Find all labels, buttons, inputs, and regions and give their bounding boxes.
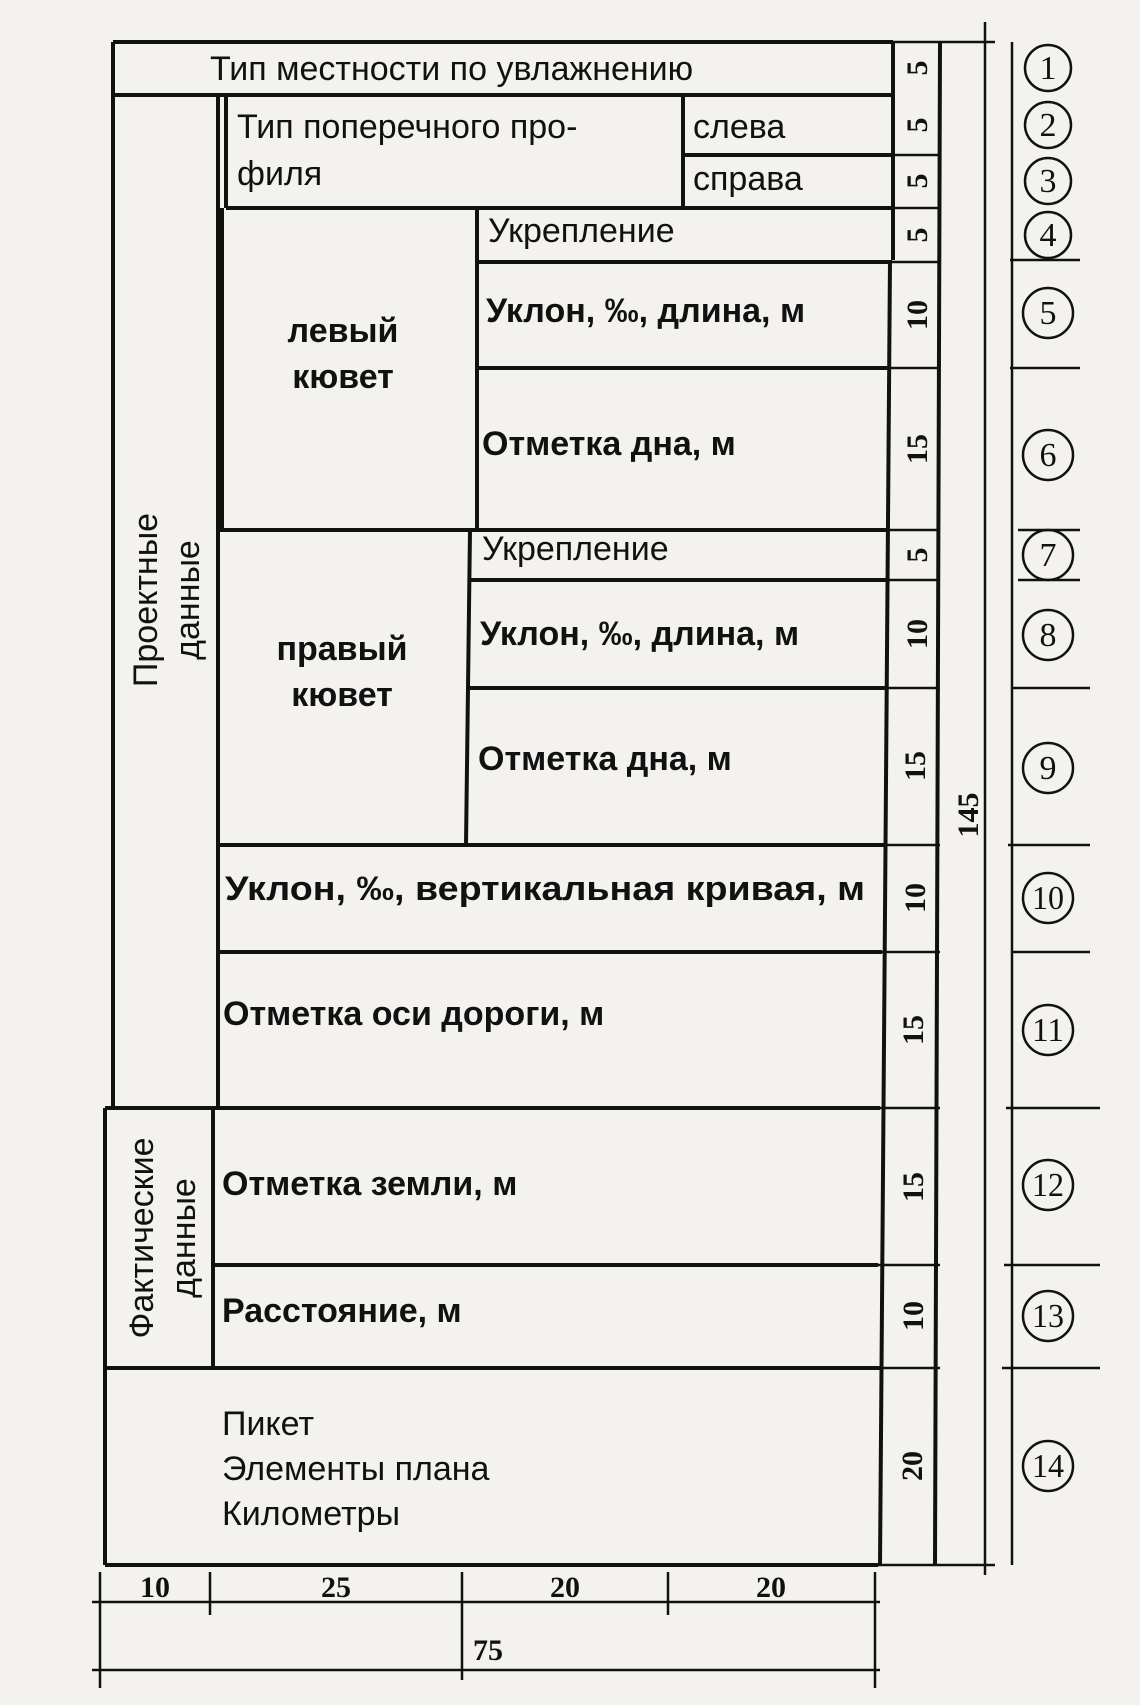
row-number-text: 10: [1032, 880, 1064, 917]
row-height-10: 10: [899, 883, 932, 913]
profile-left-label: слева: [693, 108, 786, 146]
ground-mark: Отметка земли, м: [222, 1165, 518, 1203]
row-number-text: 12: [1032, 1167, 1064, 1204]
row-number-1: [1025, 45, 1071, 91]
row-height-5: 10: [901, 300, 934, 330]
row-number-text: 7: [1039, 537, 1057, 574]
design-data-group-label: [127, 513, 207, 687]
row-number-text: 5: [1039, 295, 1057, 332]
row-number-text: 11: [1032, 1012, 1064, 1049]
column-width-dimensions: [92, 1571, 880, 1688]
table-frame: [105, 22, 995, 1575]
row-number-text: 3: [1039, 163, 1057, 200]
left-ditch-bottom-mark: Отметка дна, м: [482, 425, 736, 463]
moisture-type-label: Тип местности по увлажнению: [210, 50, 694, 88]
row-number-text: 14: [1032, 1448, 1064, 1485]
design-data-label-line1: Проектные: [127, 512, 165, 688]
design-data-label-line2: данные: [169, 540, 207, 660]
row-height-8: 10: [901, 619, 934, 649]
row-number-circles: [1023, 45, 1073, 1491]
actual-data-label-line2: данные: [165, 1178, 203, 1298]
right-ditch-label-line2: кювет: [291, 676, 393, 714]
row-number-12: [1023, 1160, 1073, 1210]
row-number-text: 2: [1039, 107, 1057, 144]
row-height-12: 15: [897, 1172, 930, 1202]
row-number-2: [1025, 102, 1071, 148]
row-number-text: 1: [1039, 50, 1057, 87]
left-ditch-label-line2: кювет: [292, 358, 394, 396]
row-number-4: [1025, 212, 1071, 258]
plan-elements: Элементы плана: [222, 1450, 490, 1488]
row-number-3: [1025, 158, 1071, 204]
row-number-column: [1002, 42, 1100, 1565]
row-height-6: 15: [901, 434, 934, 464]
profile-type-label-line1: Тип поперечного про-: [237, 108, 578, 146]
left-ditch-label-line1: левый: [287, 312, 399, 350]
row-height-2: 5: [901, 117, 934, 133]
row-height-11: 15: [897, 1015, 930, 1045]
profile-type-label-line2: филя: [237, 155, 323, 193]
actual-data-group-label: [123, 1138, 203, 1339]
row-number-11: [1023, 1005, 1073, 1055]
row-number-14: [1023, 1441, 1073, 1491]
row-height-1: 5: [901, 60, 934, 76]
row-number-text: 13: [1032, 1298, 1064, 1335]
row-height-4: 5: [901, 227, 934, 243]
plan-picket: Пикет: [222, 1405, 315, 1443]
row-number-text: 4: [1039, 217, 1057, 254]
col-width-1: 10: [140, 1571, 170, 1604]
actual-data-label-line1: Фактические: [123, 1137, 161, 1339]
right-ditch-bottom-mark: Отметка дна, м: [478, 740, 732, 778]
right-ditch-reinforcement: Укрепление: [482, 530, 669, 568]
col-width-4: 20: [756, 1571, 786, 1604]
row-height-3: 5: [901, 173, 934, 189]
left-ditch-reinforcement: Укрепление: [488, 212, 675, 250]
row-number-10: [1023, 873, 1073, 923]
row-height-13: 10: [897, 1301, 930, 1331]
row-number-text: 6: [1039, 437, 1057, 474]
distance: Расстояние, м: [222, 1292, 462, 1330]
row-number-text: 8: [1039, 617, 1057, 654]
profile-right-label: справа: [693, 160, 803, 198]
plan-kilometers: Километры: [222, 1495, 401, 1533]
road-axis-mark: Отметка оси дороги, м: [223, 995, 605, 1033]
total-width: 75: [473, 1634, 503, 1667]
row-height-9: 15: [899, 751, 932, 781]
col-width-2: 25: [321, 1571, 351, 1604]
road-slope-curve: Уклон, ‰, вертикальная кривая, м: [225, 870, 865, 908]
col-width-3: 20: [550, 1571, 580, 1604]
left-ditch-slope: Уклон, ‰, длина, м: [486, 292, 806, 330]
row-number-8: [1023, 610, 1073, 660]
row-number-9: [1023, 743, 1073, 793]
row-number-6: [1023, 430, 1073, 480]
right-ditch-label-line1: правый: [276, 630, 408, 668]
row-number-7: [1023, 530, 1073, 580]
row-number-text: 9: [1039, 750, 1057, 787]
row-height-7: 5: [901, 547, 934, 563]
row-number-5: [1023, 288, 1073, 338]
right-ditch-slope: Уклон, ‰, длина, м: [480, 615, 800, 653]
row-height-14: 20: [896, 1451, 929, 1481]
row-number-13: [1023, 1291, 1073, 1341]
total-height: 145: [952, 792, 985, 838]
